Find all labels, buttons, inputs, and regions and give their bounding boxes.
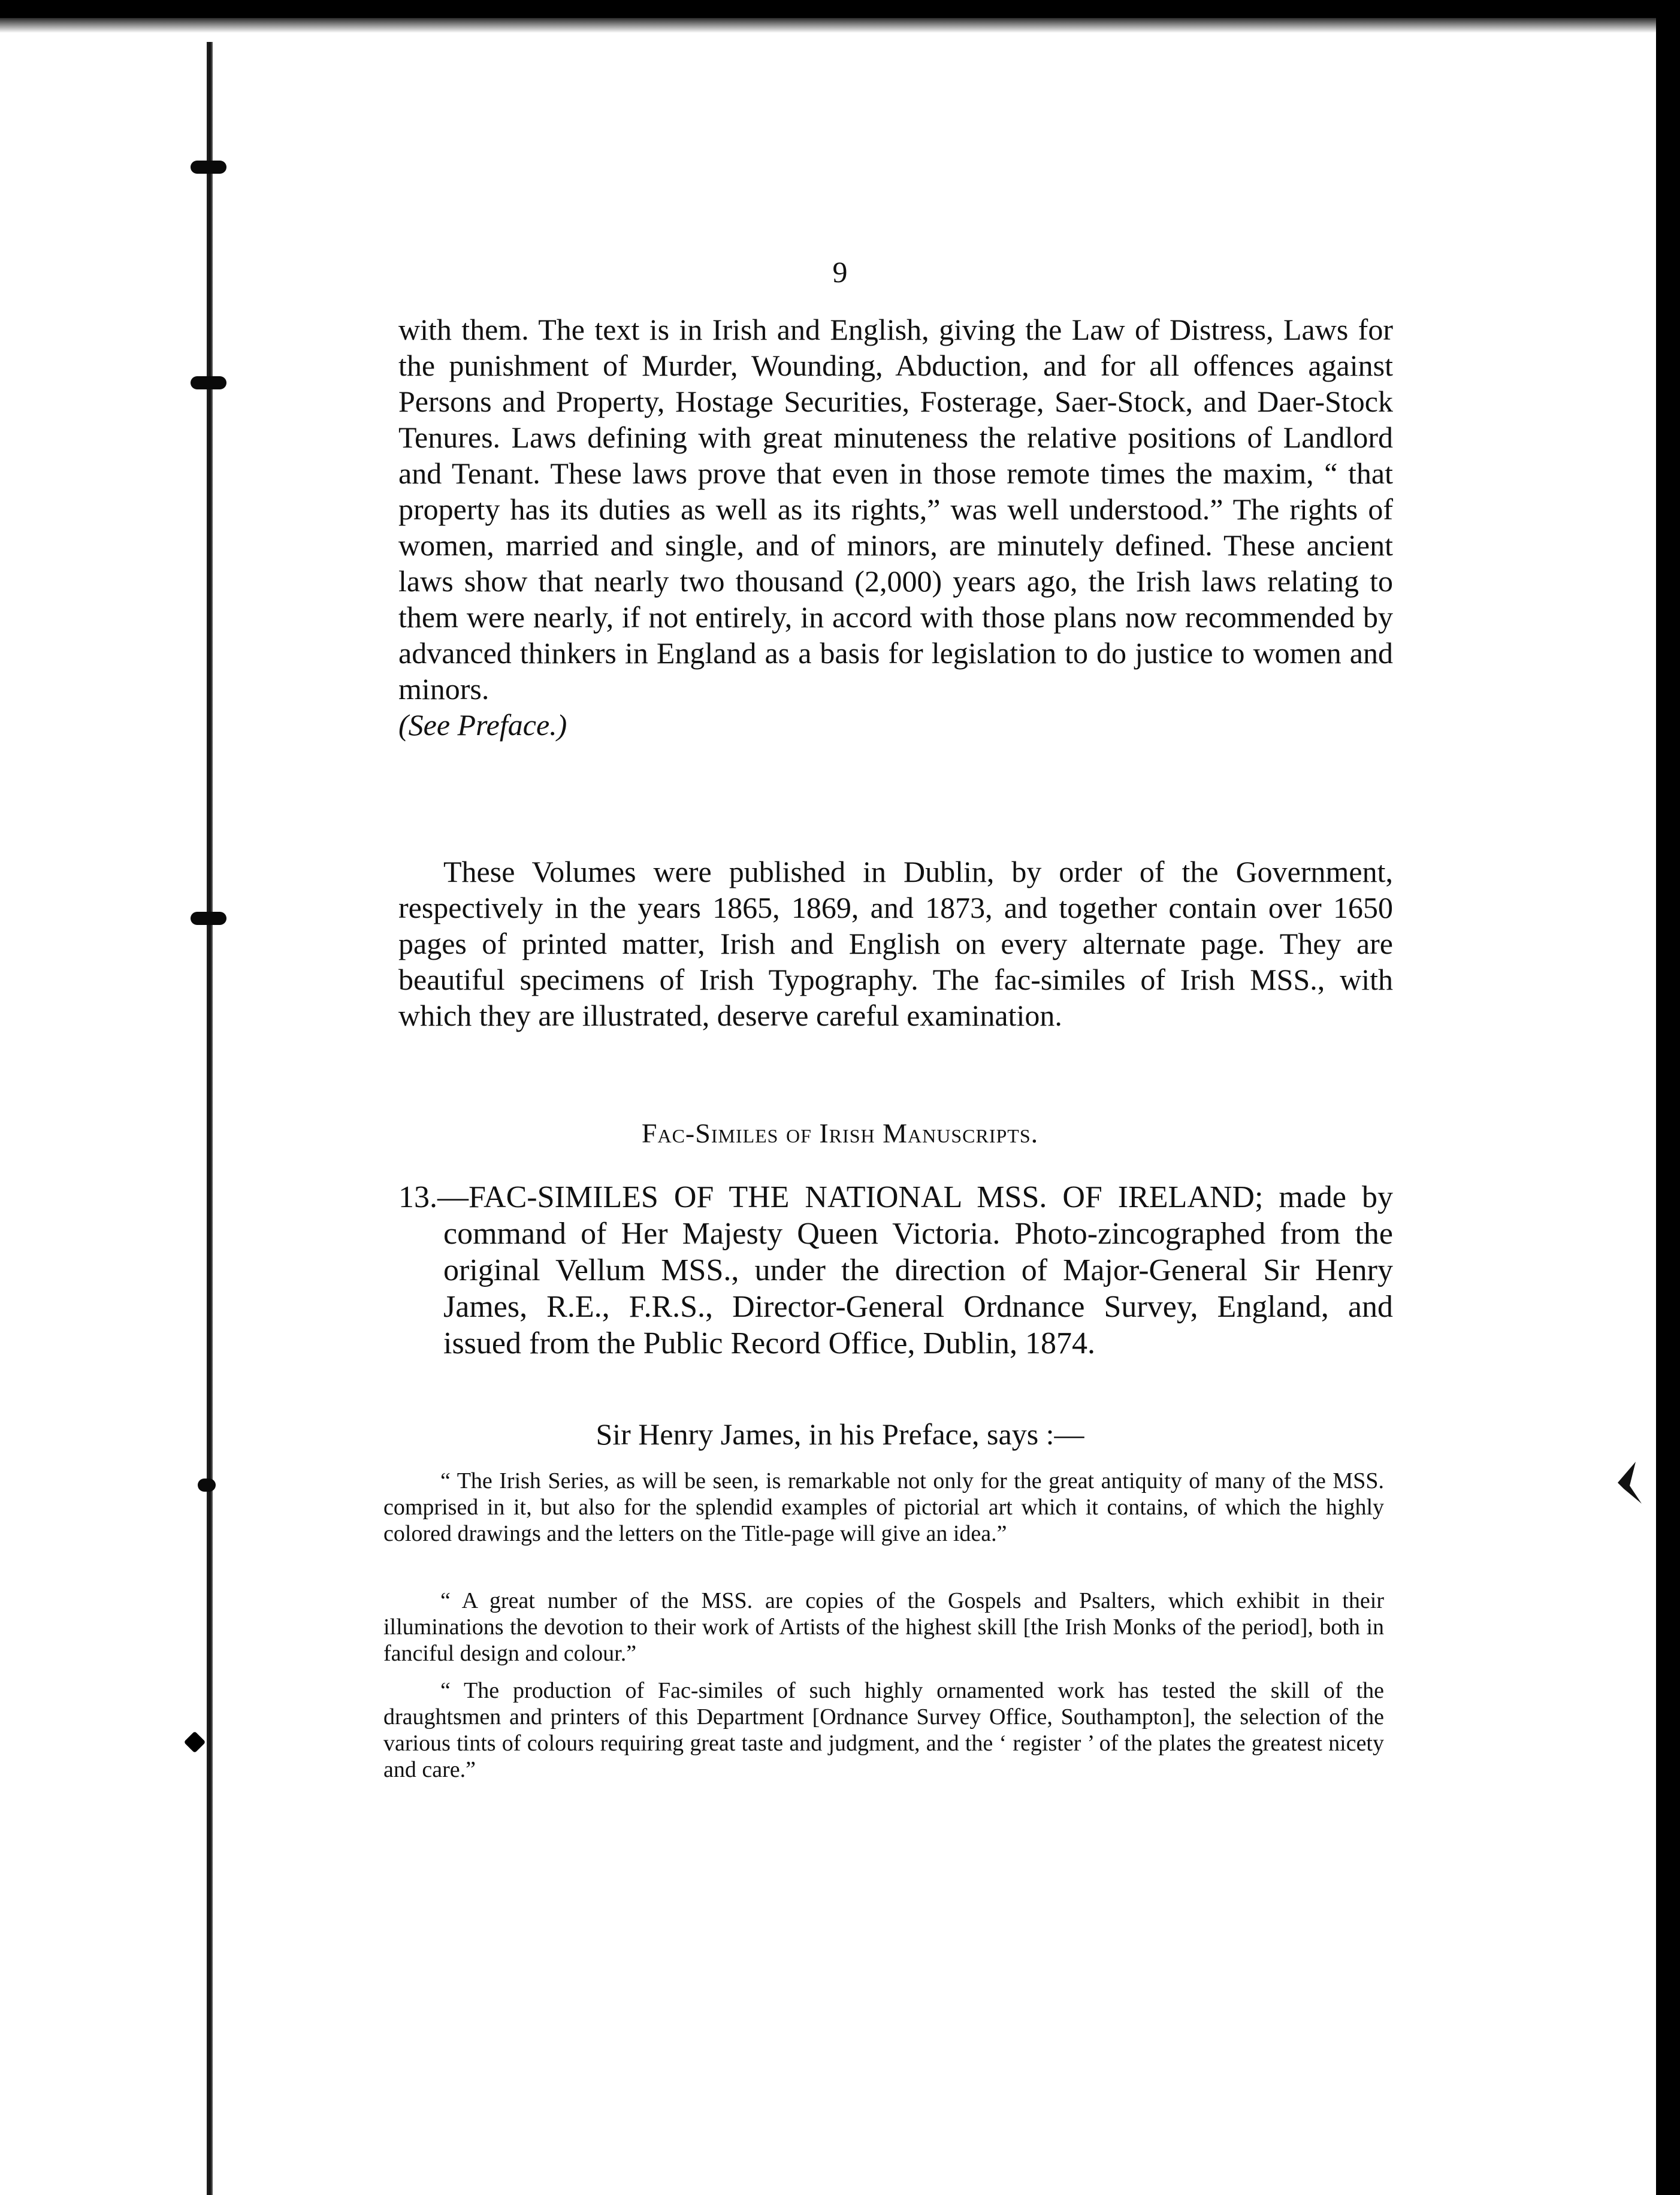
scan-speck [184, 1731, 206, 1753]
quote-block [383, 1468, 1384, 1547]
binding-stitch-mark [191, 912, 226, 925]
binding-stitch-mark [191, 161, 226, 174]
quote-paragraph: “ The production of Fac-similes of such highly ornamented work has tested the skill of the draughtsmen and printers of this Department [Ordnance Survey Office, Southampton], the selection of the various tints of colours requiring great taste and judgment, and the ‘ register ’ of the plates the greatest nicety and care.” [383, 1678, 1384, 1782]
binding-stitch-mark [198, 1479, 216, 1492]
quote-block [383, 1588, 1384, 1667]
quote-block [383, 1677, 1384, 1783]
entry-description: ; made by command of Her Majesty Queen Victoria. Photo-zincographed from the original Vellum MSS., under the direction of Major-General Sir Henry James, R.E., F.R.S., Director-General Ordnance Survey, England, and issued from the Public Record Office, Dublin, 1874. [443, 1180, 1393, 1360]
preface-reference: (See Preface.) [398, 708, 567, 742]
paragraph-text: These Volumes were published in Dublin, by order of the Government, respectively in the years 1865, 1869, and 1873, and together contain over 1650 pages of printed matter, Irish and English on every alternate page. They are beautiful specimens of Irish Typography. The fac-similes of Irish MSS., with which they are illustrated, deserve careful examination. [398, 855, 1393, 1032]
scan-edge-mark [1618, 1462, 1642, 1504]
quote-paragraph: “ The Irish Series, as will be seen, is remarkable not only for the great antiquity of many of the MSS. comprised in it, but also for the splendid examples of pictorial art which it contains, of which the highly colored drawings and the letters on the Title-page will give an idea.” [383, 1468, 1384, 1546]
paragraph-volumes [398, 854, 1393, 1033]
paragraph-laws [398, 312, 1393, 743]
entry-title: FAC-SIMILES OF THE NATIONAL MSS. OF IRELAND [469, 1180, 1255, 1214]
entry-number: 13.— [398, 1180, 469, 1214]
preface-intro: Sir Henry James, in his Preface, says :— [596, 1417, 1084, 1451]
quote-paragraph: “ A great number of the MSS. are copies of the Gospels and Psalters, which exhibit in their illuminations the devotion to their work of Artists of the highest skill [the Irish Monks of the period], both in fanciful design and colour.” [383, 1588, 1384, 1666]
scan-right-border [1656, 0, 1680, 2195]
section-heading: Fac-Similes of Irish Manuscripts. [641, 1118, 1039, 1148]
catalogue-entry-13 [398, 1179, 1393, 1362]
paragraph-text: with them. The text is in Irish and English, giving the Law of Distress, Laws for the punishment of Murder, Wounding, Abduction, and for all offences against Persons and Property, Hostage Securities, Fosterage, Saer-Stock, and Daer-Stock Tenures. Laws defining with great minuteness the relative positions of Landlord and Tenant. These laws prove that even in those remote times the maxim, “ that property has its duties as well as its rights,” was well understood.” The rights of women, married and single, and of minors, are minutely defined. These ancient laws show that nearly two thousand (2,000) years ago, the Irish laws relating to them were nearly, if not entirely, in accord with those plans now recommended by advanced thinkers in England as a basis for legislation to do justice to women and minors. [398, 313, 1393, 706]
scan-top-border [0, 0, 1680, 24]
binding-stitch-mark [191, 376, 226, 389]
page-number: 9 [832, 255, 848, 289]
